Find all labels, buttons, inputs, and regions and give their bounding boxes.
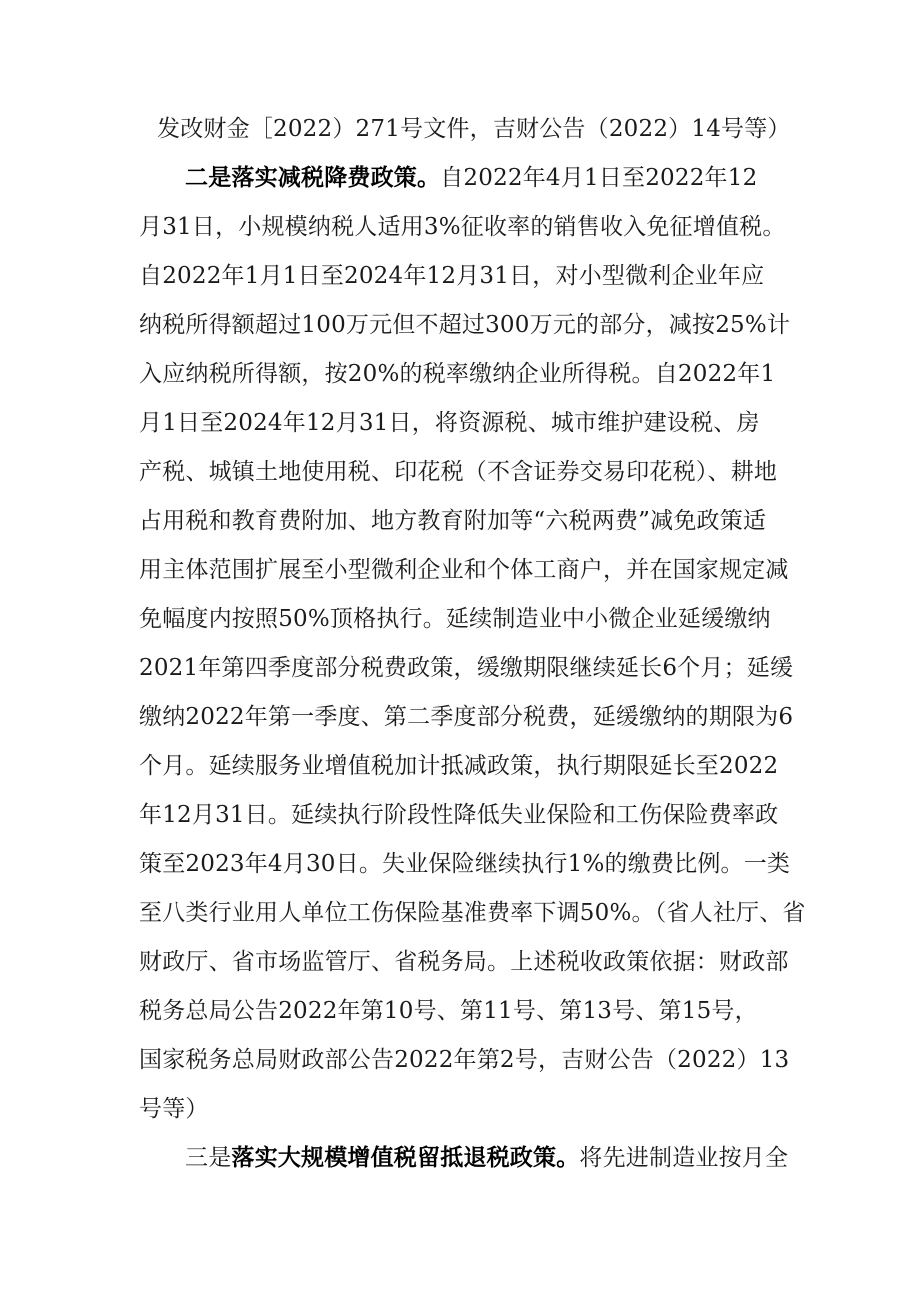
line-text: 策至2023年4月30日。失业保险继续执行1%的缴费比例。一类 <box>139 851 791 877</box>
text-line-22 <box>185 1143 788 1173</box>
text-line-3 <box>139 212 786 242</box>
text-line-5 <box>139 310 790 340</box>
line-text: 至八类行业用人单位工伤保险基准费率下调50%。（省人社厅、省 <box>139 900 806 926</box>
line-text: 免幅度内按照50%顶格执行。延续制造业中小微企业延缓缴纳 <box>139 606 771 632</box>
section-heading-3: 落实大规模增值税留抵退税政策。 <box>231 1144 580 1171</box>
line-prefix: 三是 <box>185 1145 232 1171</box>
section-heading-2: 二是落实减税降费政策。 <box>185 164 441 191</box>
line-text: 缴纳2022年第一季度、第二季度部分税费，延缓缴纳的期限为6 <box>139 704 794 730</box>
text-line-6 <box>139 359 775 389</box>
text-line-20 <box>139 1045 789 1075</box>
text-line-18 <box>139 947 789 977</box>
line-text: 用主体范围扩展至小型微利企业和个体工商户，并在国家规定减 <box>139 557 789 583</box>
line-text: 入应纳税所得额，按20%的税率缴纳企业所得税。自2022年1 <box>139 361 776 387</box>
text-line-10 <box>139 555 789 585</box>
text-line-11 <box>139 604 771 634</box>
line-text: 2021年第四季度部分税费政策，缓缴期限继续延长6个月；延缓 <box>139 655 794 681</box>
line-text: 国家税务总局财政部公告2022年第2号，吉财公告（2022）13 <box>139 1047 790 1073</box>
text-line-9 <box>139 506 766 536</box>
line-text: 产税、城镇土地使用税、印花税（不含证券交易印花税）、耕地 <box>139 459 778 485</box>
line-text: 占用税和教育费附加、地方教育附加等“六税两费”减免政策适 <box>139 508 767 534</box>
line-text: 财政厅、省市场监管厅、省税务局。上述税收政策依据：财政部 <box>139 949 789 975</box>
text-line-15 <box>139 800 778 830</box>
text-line-2 <box>185 163 757 193</box>
line-text: 发改财金［2022）271号文件，吉财公告（2022）14号等） <box>157 116 791 142</box>
text-line-13 <box>139 702 793 732</box>
text-line-17 <box>139 898 806 928</box>
text-line-14 <box>139 751 778 781</box>
text-line-12 <box>139 653 793 683</box>
line-text: 月31日，小规模纳税人适用3%征收率的销售收入免征增值税。 <box>139 214 786 240</box>
line-text: 纳税所得额超过100万元但不超过300万元的部分，减按25%计 <box>139 312 791 338</box>
text-line-4 <box>139 261 764 291</box>
text-line-1 <box>157 114 791 144</box>
line-text: 将先进制造业按月全 <box>579 1145 789 1171</box>
text-line-19 <box>139 996 758 1026</box>
line-text: 个月。延续服务业增值税加计抵减政策，执行期限延长至2022 <box>139 753 779 779</box>
line-text: 年12月31日。延续执行阶段性降低失业保险和工伤保险费率政 <box>139 802 779 828</box>
text-line-21 <box>139 1094 209 1124</box>
text-line-16 <box>139 849 790 879</box>
line-text: 税务总局公告2022年第10号、第11号、第13号、第15号， <box>139 998 758 1024</box>
text-line-8 <box>139 457 777 487</box>
line-text: 号等） <box>139 1096 209 1122</box>
line-text: 自2022年1月1日至2024年12月31日，对小型微利企业年应 <box>139 263 765 289</box>
line-text: 月1日至2024年12月31日，将资源税、城市维护建设税、房 <box>139 410 760 436</box>
text-line-7 <box>139 408 760 438</box>
line-text: 自2022年4月1日至2022年12 <box>440 165 758 191</box>
